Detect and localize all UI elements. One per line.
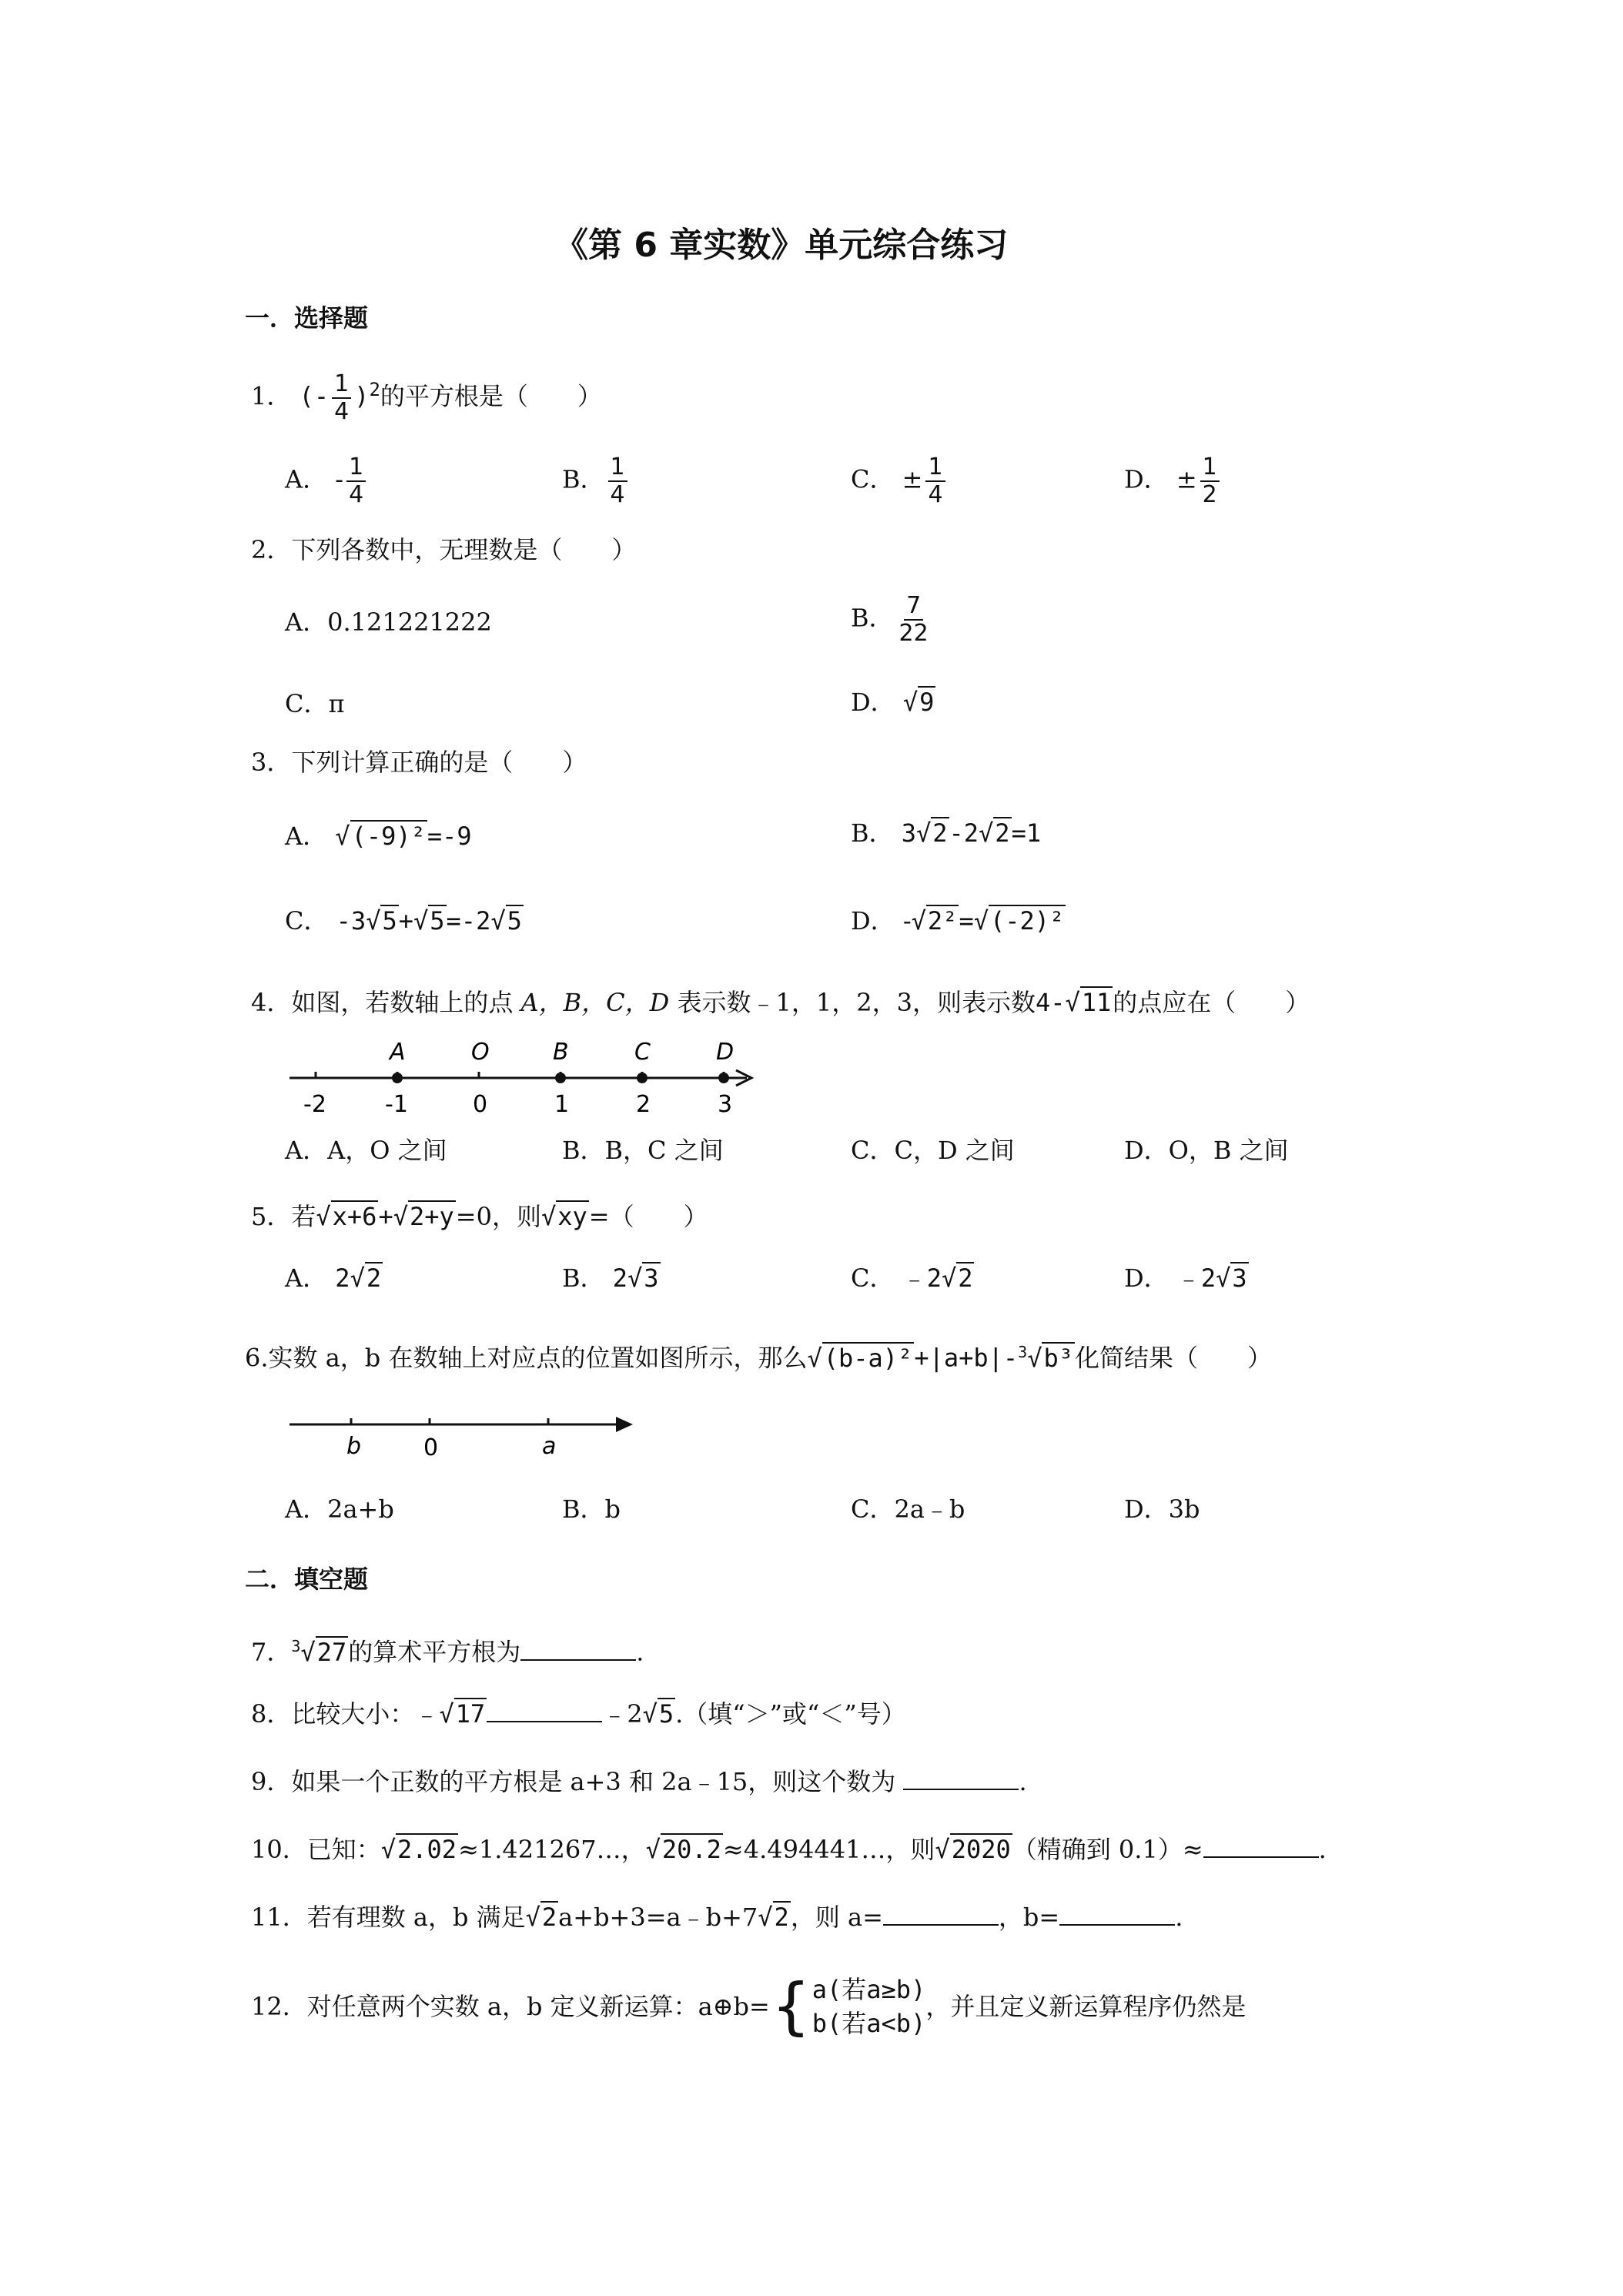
q2-option-a[interactable]: A．0.121221222 [285, 607, 492, 637]
q4-option-b[interactable]: B．B，C 之间 [562, 1136, 724, 1165]
q5-option-a[interactable]: A． 2√2 [285, 1263, 382, 1293]
q6-option-a[interactable]: A．2a+b [285, 1494, 394, 1524]
q4-tick-label: -2 [303, 1091, 326, 1118]
q4-option-d[interactable]: D．O，B 之间 [1124, 1136, 1289, 1165]
q2-option-b[interactable]: B． $\frac{7}{22}$ [851, 592, 929, 647]
q1-stem: 1． (- $\frac{1}{4}$ )$^2$的平方根是（ ） [251, 370, 602, 425]
q6-number-line [285, 1401, 639, 1463]
q9: 9．如果一个正数的平方根是 a+3 和 2a﹣15，则这个数为 . [251, 1767, 1027, 1796]
q4-point-label-O: O [471, 1039, 490, 1066]
q3-option-c[interactable]: C． -3√5+√5=-2√5 [285, 906, 522, 935]
q8-blank[interactable] [487, 1699, 602, 1722]
q4-number-line [285, 1032, 778, 1124]
q11: 11．若有理数 a，b 满足√2a+b+3=a﹣b+7√2，则 a= ，b= . [251, 1903, 1183, 1932]
q10: 10．已知：√2.02≈1.421267…，√20.2≈4.494441…，则√2020（精确到 0.1）≈ . [251, 1835, 1327, 1864]
q7-blank[interactable] [520, 1638, 636, 1661]
q2-option-c[interactable]: C．π [285, 689, 345, 718]
q4-tick-label: -1 [385, 1091, 408, 1118]
q6-label-a: a [542, 1433, 557, 1460]
q6-stem: 6.实数 a，b 在数轴上对应点的位置如图所示，那么√(b-a)²+|a+b|-$^3$√b³化简结果（ ） [245, 1343, 1273, 1373]
q6-option-d[interactable]: D．3b [1124, 1494, 1200, 1524]
q12: 12．对任意两个实数 a，b 定义新运算：a⊕b= { a(若a≥b) b(若a<b) ，并且定义新运算程序仍然是 [251, 1970, 1247, 2042]
q11-blank-b[interactable] [1059, 1903, 1175, 1926]
q5-option-c[interactable]: C． ﹣2√2 [851, 1263, 973, 1293]
q4-option-c[interactable]: C．C，D 之间 [851, 1136, 1015, 1165]
q1-option-c[interactable]: C． ± $\frac{1}{4}$ [851, 454, 949, 508]
q4-point-label-C: C [634, 1039, 651, 1066]
q8: 8．比较大小：﹣√17 ﹣2√5.（填“＞”或“＜”号） [251, 1699, 906, 1729]
q3-stem: 3．下列计算正确的是（ ） [251, 748, 587, 777]
q3-option-d[interactable]: D． -√2²=√(-2)² [851, 906, 1065, 935]
q6-option-c[interactable]: C．2a﹣b [851, 1494, 965, 1524]
q4-tick-label: 0 [473, 1091, 488, 1118]
q6-label-0: 0 [423, 1434, 439, 1461]
q4-tick-label: 2 [636, 1091, 651, 1118]
q4-option-a[interactable]: A．A，O 之间 [285, 1136, 447, 1165]
q3-option-b[interactable]: B． 3√2-2√2=1 [851, 818, 1042, 848]
q4-tick-label: 1 [554, 1091, 570, 1118]
q1-option-d[interactable]: D． ± $\frac{1}{2}$ [1124, 454, 1223, 508]
q12-brace: { [771, 1970, 811, 2042]
page-title: 《第 6 章实数》单元综合练习 [554, 226, 1009, 265]
q4-point-A [392, 1073, 403, 1083]
q4-point-D [718, 1073, 729, 1083]
q4-point-label-B: B [553, 1039, 569, 1066]
q1-option-a[interactable]: A． - $\frac{1}{4}$ [285, 454, 369, 508]
q4-tick-label: 3 [718, 1091, 733, 1118]
section-choice: 一．选择题 [245, 303, 369, 333]
q4-point-B [555, 1073, 566, 1083]
q4-point-label-A: A [390, 1039, 406, 1066]
q2-stem: 2．下列各数中，无理数是（ ） [251, 535, 637, 564]
q4-point-label-D: D [716, 1039, 735, 1066]
q11-blank-a[interactable] [883, 1903, 999, 1926]
q4-point-C [637, 1073, 648, 1083]
q1-option-b[interactable]: B． $\frac{1}{4}$ [562, 454, 631, 508]
q4-stem: 4．如图，若数轴上的点 A，B，C，D 表示数﹣1，1，2，3，则表示数4-√11的点应在（ ） [251, 988, 1310, 1017]
q6-label-b: b [346, 1433, 362, 1460]
q10-blank[interactable] [1203, 1835, 1319, 1858]
q7: 7．$^3$√27的算术平方根为 . [251, 1637, 644, 1667]
q6-option-b[interactable]: B．b [562, 1494, 621, 1524]
q5-option-d[interactable]: D． ﹣2√3 [1124, 1263, 1247, 1293]
q5-stem: 5．若√x+6+√2+y=0，则√xy=（ ） [251, 1202, 708, 1231]
q2-option-d[interactable]: D． √9 [851, 688, 935, 717]
q5-option-b[interactable]: B． 2√3 [562, 1263, 659, 1293]
q3-option-a[interactable]: A． √(-9)²=-9 [285, 822, 472, 851]
q9-blank[interactable] [903, 1767, 1019, 1790]
section-fill: 二．填空题 [245, 1565, 369, 1594]
q6-axis-arrow [616, 1417, 633, 1432]
